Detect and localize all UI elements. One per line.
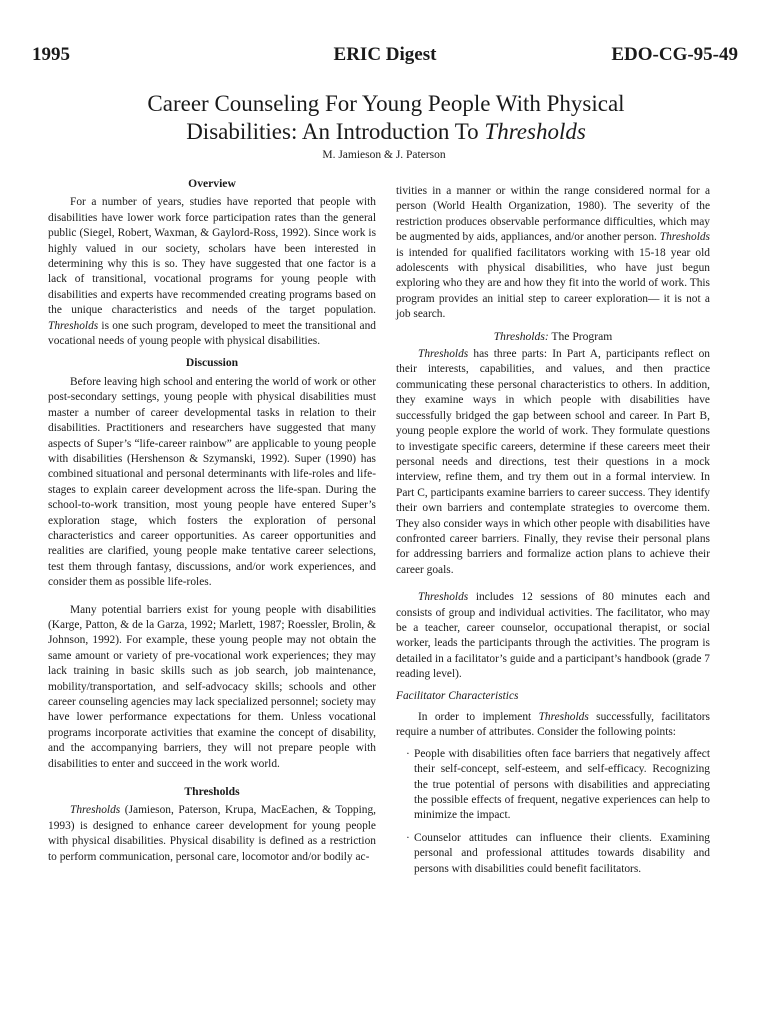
italic-run: Thresholds xyxy=(418,348,469,361)
list-item xyxy=(396,831,710,877)
bullet-icon: · xyxy=(406,747,410,760)
italic-run: Thresholds xyxy=(48,319,99,332)
overview-heading: Overview xyxy=(188,177,236,190)
program-heading xyxy=(396,329,710,344)
text-run: is intended for qualified facilitators working with 15-18 year old adolescents with physical disabilities, who have just begun exploring who they are and how they fit into the world of work. This program provides an initial step to career exploration— it is not a job search. xyxy=(396,246,710,321)
italic-run: Thresholds xyxy=(70,804,121,817)
title-line-2 xyxy=(60,118,712,146)
text-run: is one such program, developed to meet the transitional and vocational needs of young people with physical disabilities. xyxy=(48,319,376,348)
left-column xyxy=(48,176,376,871)
authors: M. Jamieson & J. Paterson xyxy=(322,149,446,161)
italic-run: Thresholds xyxy=(538,711,589,723)
text-run: tivities in a manner or within the range considered normal for a person (World Health Organization, 1980). The severity of the restriction produces observable performance difficulties, which may be augmented by aids, appliances, and/or another person. xyxy=(396,185,710,244)
text-run: In order to implement xyxy=(418,711,539,723)
title-line-2-italic: Thresholds xyxy=(484,119,586,144)
bullet-icon: · xyxy=(406,831,410,844)
title-line-1: Career Counseling For Young People With Physical xyxy=(147,91,625,116)
page-title xyxy=(60,90,712,146)
facilitator-points-list xyxy=(396,747,710,877)
publication-year: 1995 xyxy=(32,44,70,65)
text-run: successfully, facilitators require a number of attributes. Consider the following points: xyxy=(396,711,710,739)
text-run: The Program xyxy=(548,329,613,343)
discussion-heading: Discussion xyxy=(185,356,239,370)
facilitator-paragraph xyxy=(396,710,710,741)
discussion-paragraph-1: Before leaving high school and entering the world of work or other post-secondary settings, young people with physical disabilities must master a number of career developmental tasks in relation to their disabilities. Practitioners and researchers have suggested that many aspects of Super’s “life-career rainbow” are applicable to young people with disabilities (Hershenson & Szymanski, 1992). Super (1990) has combined situational and personal determinants with life-roles and life-stages to explain career development across the life-span. During the school-to-work transition, most young people have entered Super’s exploration stage, which fosters the exploration of personal characteristics and career opportunities. As career opportunities and realities are clarified, young people make tentative career selections, test them through fantasy, discussions, and/or work experiences, and consider them as possible life-roles. xyxy=(48,375,376,589)
right-column xyxy=(396,184,710,885)
text-run: includes 12 sessions of 80 minutes each and consists of group and individual activities. The facilitator, who may be a teacher, career counselor, occupational therapist, or social worker, leads the participants through the activities. The program is detailed in a facilitator’s guide and a participant’s handbook (grade 7 reading level). xyxy=(396,591,710,681)
italic-run: Thresholds: xyxy=(493,329,549,343)
program-paragraph-2 xyxy=(396,590,710,682)
facilitator-heading: Facilitator Characteristics xyxy=(396,689,519,702)
text-run: has three parts: In Part A, participants reflect on their interests, capabilities, and values, and then practice communicating these personal characteristics to others. In addition, they examine ways in which people with disabilities have successfully bridged the gap between school and career. In Part B, young people explore the world of work. They formulate questions to investigate specific careers, determine if these careers meet their personal needs and directions, test their questions in a mock interview, refine them, and try them out in a formal interview. In Part C, participants examine barriers to career success. They identify their own barriers and contemplate strategies to overcome them. They also consider ways in which other people with disabilities have confronted career barriers. Finally, they revise their personal plans for addressing barriers and formalize action plans to achieve their career goals. xyxy=(396,348,710,576)
overview-paragraph xyxy=(48,195,376,349)
text-run: For a number of years, studies have reported that people with disabilities have lower work force participation rates than the general public (Siegel, Robert, Waxman, & Gaylord-Ross, 1992). Since work is highly valued in our society, scholars have been interested in determining why this is so. They have suggested that one factor is a lack of transitional, vocational programs for young people with disabilities and experts have recommended creating programs based on the unique characteristics and needs of the target population. xyxy=(48,196,376,317)
italic-run: Thresholds xyxy=(659,231,710,244)
thresholds-paragraph xyxy=(48,803,376,865)
continued-paragraph xyxy=(396,184,710,323)
list-item-text: Counselor attitudes can influence their clients. Examining personal and professional attitudes towards disability and persons with disabilities could benefit facilitators. xyxy=(414,831,710,875)
text-run: (Jamieson, Paterson, Krupa, MacEachen, & Topping, 1993) is designed to enhance career development for young people with physical disabilities. Physical disability is defined as a restriction to perform communication, personal care, locomotor and/or bodily ac- xyxy=(48,804,376,863)
list-item xyxy=(396,747,710,824)
masthead xyxy=(32,44,738,66)
list-item-text: People with disabilities often face barriers that negatively affect their self-concept, self-esteem, and self-efficacy. Recognizing the true potential of persons with disabilities and appreciating the possible effects of frequent, negative experiences can help to minimize the impact. xyxy=(414,747,710,822)
italic-run: Thresholds xyxy=(418,591,469,604)
thresholds-heading: Thresholds xyxy=(184,785,240,799)
title-line-2-text: Disabilities: An Introduction To xyxy=(186,119,485,144)
series-name: ERIC Digest xyxy=(333,44,437,65)
discussion-paragraph-2: Many potential barriers exist for young people with disabilities (Karge, Patton, & de la Garza, 1992; Marlett, 1987; Roessler, Brolin, & Johnson, 1992). For example, these young people may not obtain the same amount or variety of pre-vocational work experiences; they may lack training in basic skills such as job search, job maintenance, mobility/transportation, and self-advocacy skills; schools and other career counseling agencies may lack specialized personnel; society may have lower performance expectations for them. Unless vocational programs incorporate activities that examine the concept of disability, and the accompanying barriers, they will not prepare people with disabilities to enter and succeed in the work world. xyxy=(48,603,376,770)
document-id: EDO-CG-95-49 xyxy=(611,44,738,65)
program-paragraph-1 xyxy=(396,347,710,578)
